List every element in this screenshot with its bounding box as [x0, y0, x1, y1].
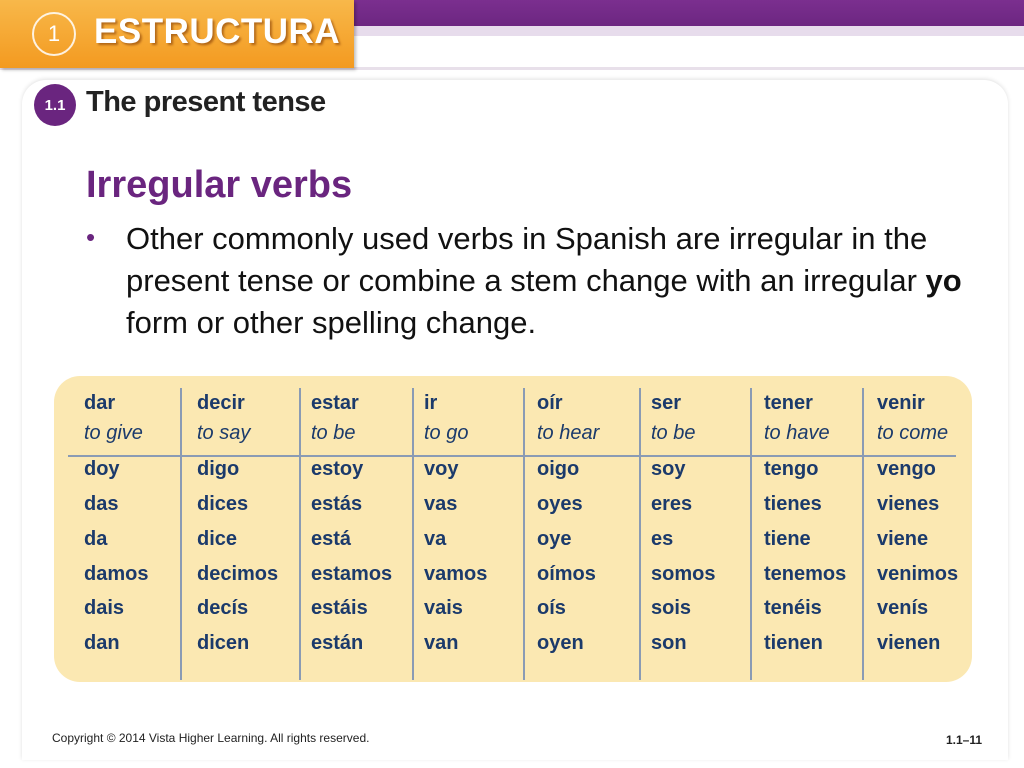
chapter-title: ESTRUCTURA [94, 12, 341, 51]
conjugated-form: estamos [311, 563, 393, 585]
conjugated-form: oigo [537, 458, 580, 480]
conjugated-form: vienes [877, 493, 940, 515]
conjugated-form: somos [651, 563, 716, 585]
conjugated-form: vienen [877, 632, 941, 654]
column-divider [639, 388, 641, 680]
conjugated-form: das [84, 493, 119, 515]
conjugated-form: decís [197, 597, 249, 619]
conjugated-form: dan [84, 632, 120, 654]
conjugated-form: venís [877, 597, 929, 619]
conjugated-form: vamos [424, 563, 488, 585]
conjugated-form: viene [877, 528, 929, 550]
conjugated-form: oye [537, 528, 572, 550]
conjugated-form: son [651, 632, 687, 654]
bullet-text [126, 218, 986, 344]
bullet-marker: • [86, 222, 96, 252]
conjugated-form: eres [651, 493, 693, 515]
bullet-text-end: form or other spelling change. [126, 305, 537, 340]
conjugated-form: oyen [537, 632, 584, 654]
verb-infinitive: tener [764, 392, 813, 414]
conjugated-form: estoy [311, 458, 364, 480]
conjugation-table [54, 376, 972, 682]
conjugated-form: están [311, 632, 364, 654]
banner-shadow [340, 26, 1024, 36]
conjugated-form: tienes [764, 493, 822, 515]
conjugated-form: dicen [197, 632, 250, 654]
conjugated-form: voy [424, 458, 459, 480]
verb-infinitive: oír [537, 392, 563, 414]
conjugated-form: digo [197, 458, 240, 480]
verb-meaning: to come [877, 422, 949, 444]
conjugated-form: tenéis [764, 597, 822, 619]
conjugated-form: decimos [197, 563, 279, 585]
conjugated-form: damos [84, 563, 149, 585]
conjugated-form: tengo [764, 458, 819, 480]
table-header-divider [68, 455, 956, 457]
column-divider [750, 388, 752, 680]
conjugated-form: oís [537, 597, 566, 619]
copyright-notice: Copyright © 2014 Vista Higher Learning. All rights reserved. [52, 731, 370, 745]
section-title: The present tense [86, 86, 326, 118]
verb-infinitive: dar [84, 392, 116, 414]
conjugated-form: doy [84, 458, 120, 480]
conjugated-form: va [424, 528, 447, 550]
column-divider [180, 388, 182, 680]
section-badge: 1.1 [34, 84, 76, 126]
page-number: 1.1–11 [946, 733, 983, 747]
bullet-text-start: Other commonly used verbs in Spanish are irregular in the present tense or combine a stem change with an irregular [126, 221, 928, 298]
verb-infinitive: venir [877, 392, 925, 414]
conjugated-form: vas [424, 493, 458, 515]
conjugated-form: vengo [877, 458, 936, 480]
conjugated-form: oímos [537, 563, 596, 585]
conjugated-form: da [84, 528, 108, 550]
conjugated-form: soy [651, 458, 686, 480]
verb-meaning: to go [424, 422, 469, 444]
bullet-bold-word: yo [925, 263, 962, 298]
conjugated-form: vais [424, 597, 463, 619]
column-divider [299, 388, 301, 680]
conjugated-form: dice [197, 528, 238, 550]
verb-meaning: to have [764, 422, 830, 444]
conjugated-form: oyes [537, 493, 583, 515]
verb-infinitive: estar [311, 392, 359, 414]
verb-meaning: to be [651, 422, 696, 444]
conjugated-form: es [651, 528, 674, 550]
conjugated-form: está [311, 528, 352, 550]
column-divider [523, 388, 525, 680]
column-divider [862, 388, 864, 680]
verb-infinitive: decir [197, 392, 245, 414]
conjugated-form: tienen [764, 632, 823, 654]
verb-meaning: to hear [537, 422, 600, 444]
conjugated-form: dices [197, 493, 249, 515]
column-divider [412, 388, 414, 680]
chapter-tab [0, 0, 354, 68]
conjugated-form: estáis [311, 597, 368, 619]
conjugated-form: dais [84, 597, 125, 619]
conjugated-form: sois [651, 597, 692, 619]
conjugated-form: estás [311, 493, 363, 515]
slide-heading: Irregular verbs [86, 164, 353, 206]
verb-meaning: to give [84, 422, 143, 444]
conjugated-form: tenemos [764, 563, 847, 585]
verb-meaning: to be [311, 422, 356, 444]
conjugated-form: tiene [764, 528, 811, 550]
chapter-number: 1 [32, 12, 76, 56]
verb-infinitive: ir [424, 392, 438, 414]
conjugated-form: van [424, 632, 459, 654]
conjugated-form: venimos [877, 563, 959, 585]
verb-meaning: to say [197, 422, 251, 444]
verb-infinitive: ser [651, 392, 682, 414]
